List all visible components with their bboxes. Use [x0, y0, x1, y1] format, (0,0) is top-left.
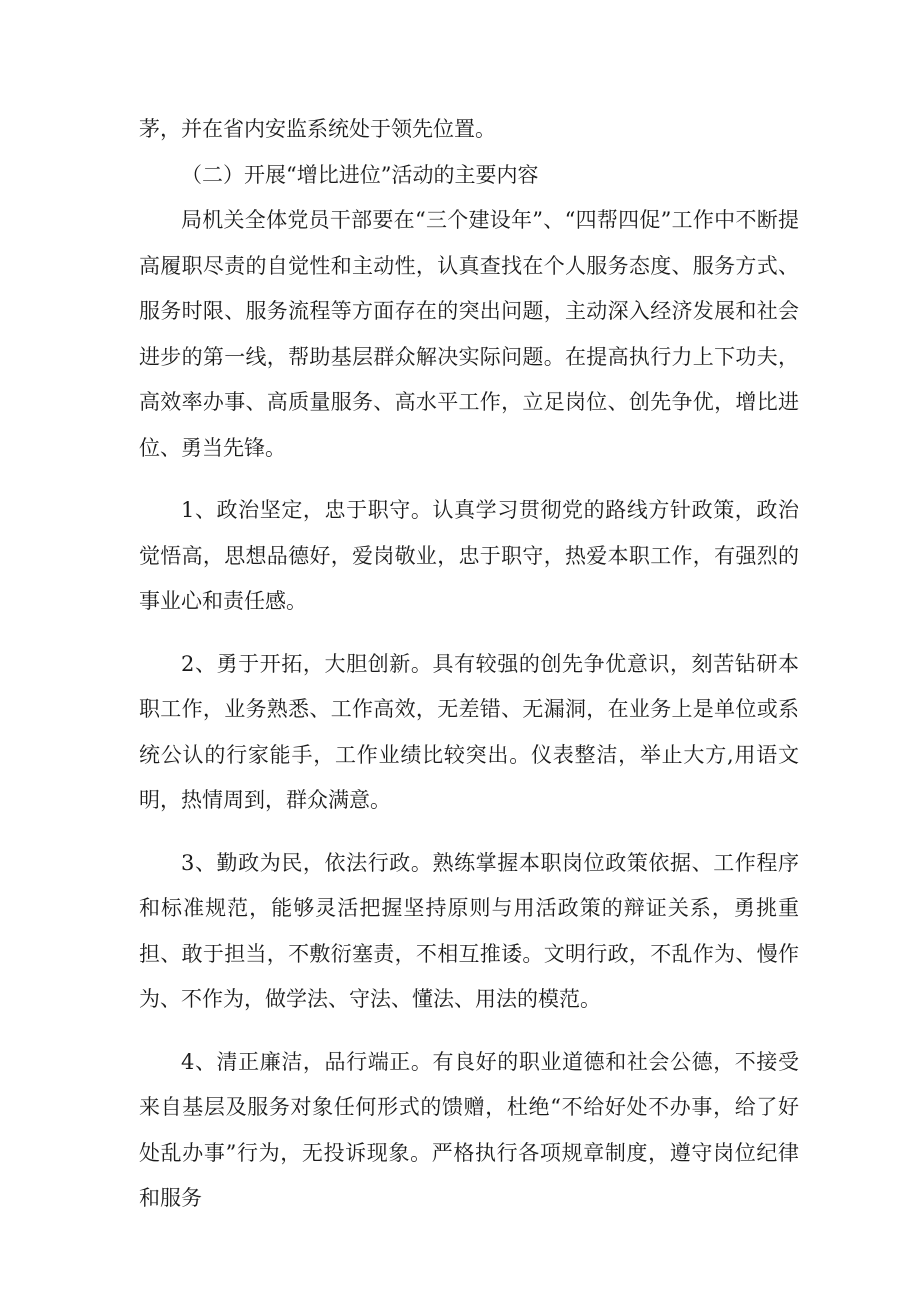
- section-heading: （二）开展“增比进位”活动的主要内容: [181, 162, 539, 187]
- document-body: [139, 107, 799, 1222]
- paragraph-item-2: 2、勇于开拓，大胆创新。具有较强的创先争优意识，刻苦钻研本职工作，业务熟悉、工作高效，无差错、无漏洞，在业务上是单位或系统公认的行家能手，工作业绩比较突出。仪表整洁，举止大方,用语文明，热情周到，群众满意。: [139, 651, 799, 812]
- paragraph-item-3: 3、勤政为民，依法行政。熟练掌握本职岗位政策依据、工作程序和标准规范，能够灵活把握坚持原则与用活政策的辩证关系，勇挑重担、敢于担当，不敷衍塞责，不相互推诿。文明行政，不乱作为、慢作为、不作为，做学法、守法、懂法、用法的模范。: [139, 850, 799, 1011]
- paragraph-intro: 局机关全体党员干部要在“三个建设年”、“四帮四促”工作中不断提高履职尽责的自觉性和主动性，认真查找在个人服务态度、服务方式、服务时限、服务流程等方面存在的突出问题，主动深入经济发展和社会进步的第一线，帮助基层群众解决实际问题。在提高执行力上下功夫，高效率办事、高质量服务、高水平工作，立足岗位、创先争优，增比进位、勇当先锋。: [139, 208, 799, 460]
- paragraph-item-4: 4、清正廉洁，品行端正。有良好的职业道德和社会公德，不接受来自基层及服务对象任何形式的馈赠，杜绝“不给好处不办事，给了好处乱办事”行为，无投诉现象。严格执行各项规章制度，遵守岗位纪律和服务: [139, 1049, 799, 1210]
- paragraph-item-1: 1、政治坚定，忠于职守。认真学习贯彻党的路线方针政策，政治觉悟高，思想品德好，爱岗敬业，忠于职守，热爱本职工作，有强烈的事业心和责任感。: [139, 498, 799, 613]
- paragraph-continuation: 茅，并在省内安监系统处于领先位置。: [139, 117, 496, 141]
